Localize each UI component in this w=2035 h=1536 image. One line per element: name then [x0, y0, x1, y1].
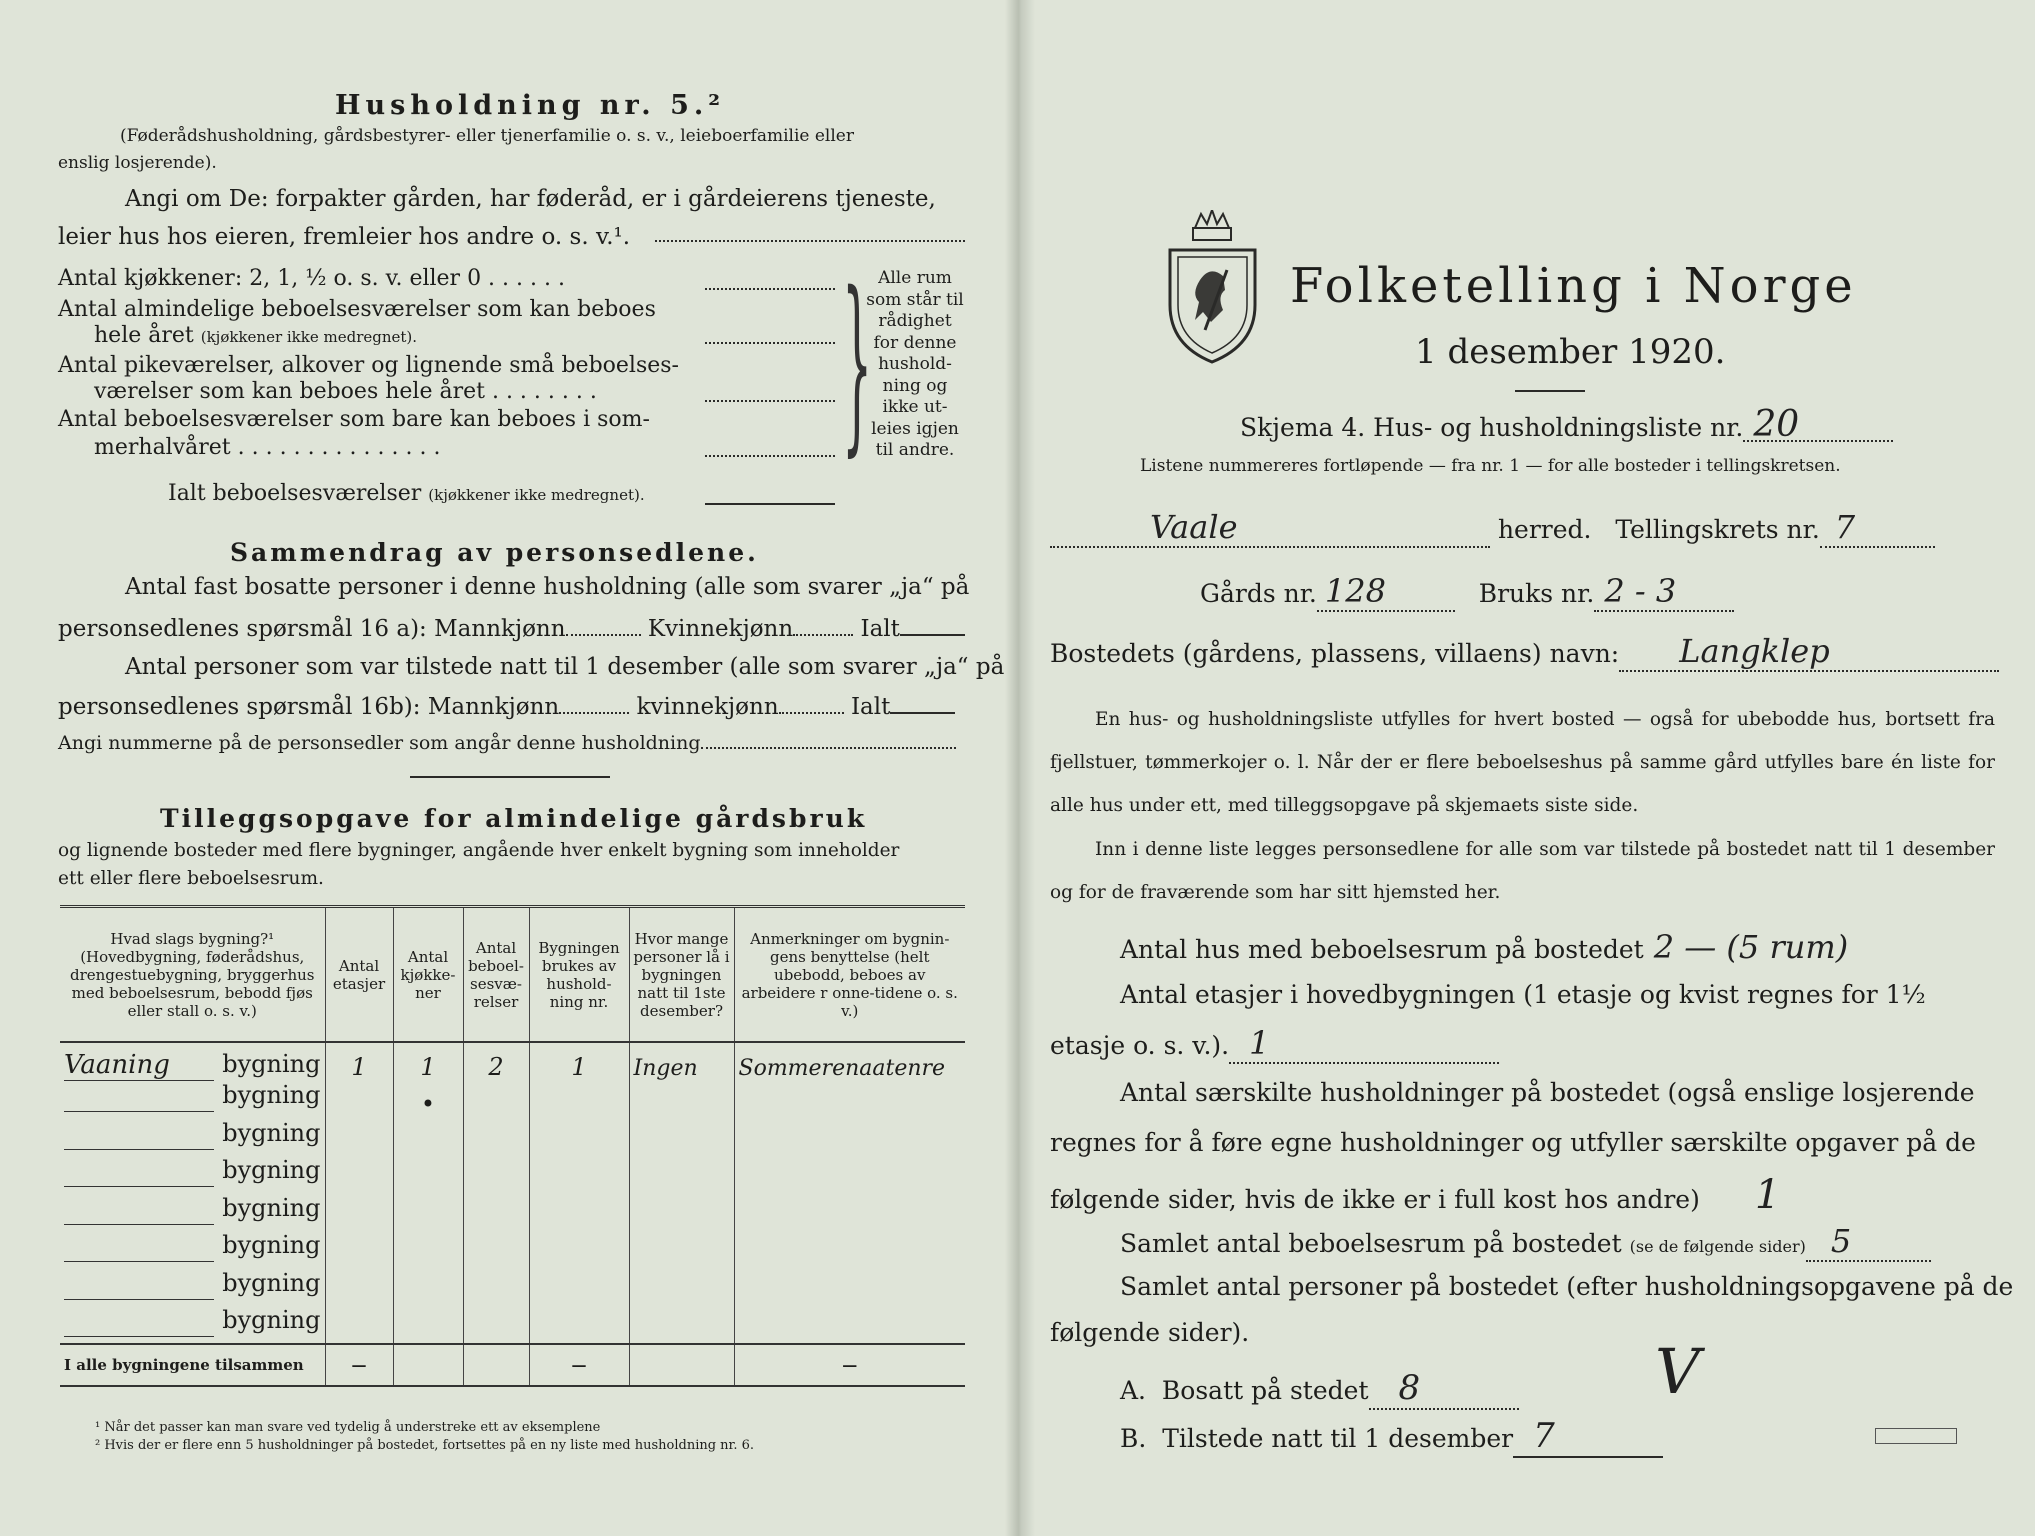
form-title: Folketelling i Norge: [1290, 258, 1857, 314]
cell-hush: 1: [529, 1042, 629, 1081]
rooms-2-fill: [705, 400, 835, 402]
cell-etasjer: [325, 1156, 393, 1194]
table-row: [60, 1193, 965, 1231]
cell-personer: [629, 1231, 734, 1269]
q-hus: Antal hus med beboelsesrum på bostedet 2 — (5 rum): [1120, 928, 1849, 966]
cell-anm: [734, 1081, 965, 1119]
header-floors: Antal etasjer: [325, 907, 393, 1043]
cell-etasjer: [325, 1231, 393, 1269]
sum-3: Angi nummerne på de personsedler som angår denne husholdning: [58, 732, 956, 754]
cell-vaer: [463, 1268, 529, 1306]
angi-fill-line: [655, 240, 965, 242]
curly-brace: }: [842, 252, 873, 473]
building-type-cell: [60, 1156, 325, 1194]
building-type-value: Vaaning: [64, 1050, 214, 1081]
cell-vaer: 2: [463, 1042, 529, 1081]
building-type-value: [64, 1081, 214, 1112]
cell-vaer: [463, 1231, 529, 1269]
building-label: bygning: [222, 1306, 321, 1334]
rooms-3a: Antal beboelsesværelser som bare kan beboes i som-: [58, 407, 650, 432]
total-remarks: —: [734, 1344, 965, 1386]
skjema-line: Skjema 4. Hus- og husholdningsliste nr. 20: [1240, 410, 1893, 442]
cell-anm: [734, 1156, 965, 1194]
cell-hush: [529, 1156, 629, 1194]
header-persons: Hvor mange personer lå i bygningen natt til 1ste desember?: [629, 907, 734, 1043]
building-type-cell: [60, 1118, 325, 1156]
q-pers-b: følgende sider).: [1050, 1318, 1250, 1347]
listene-line: Listene nummereres fortløpende — fra nr. 1 — for alle bosteder i tellingskretsen.: [1140, 456, 1841, 476]
cell-personer: [629, 1306, 734, 1345]
building-label: bygning: [222, 1081, 321, 1109]
building-type-cell: [60, 1081, 325, 1119]
cell-vaer: [463, 1156, 529, 1194]
total-persons: [629, 1344, 734, 1386]
kitchens-line: Antal kjøkkener: 2, 1, ½ o. s. v. eller 0 . . . . . .: [58, 266, 565, 291]
sum-1a: Antal fast bosatte personer i denne husholdning (alle som svarer „ja“ på: [125, 574, 970, 600]
tillegg-title: Tilleggsopgave for almindelige gårdsbruk: [160, 804, 868, 833]
header-household: Bygningen brukes av hushold-ning nr.: [529, 907, 629, 1043]
rooms-1b: hele året (kjøkkener ikke medregnet).: [94, 323, 418, 348]
cell-vaer: [463, 1118, 529, 1156]
page-fold: [1005, 0, 1035, 1536]
table-total-row: [60, 1344, 965, 1386]
printer-stamp: [1875, 1428, 1957, 1444]
table-row: [60, 1306, 965, 1345]
cell-anm: [734, 1306, 965, 1345]
kitchens-fill: [705, 288, 835, 290]
building-label: bygning: [222, 1049, 321, 1078]
rooms-3b: merhalvåret . . . . . . . . . . . . . . .: [94, 435, 441, 460]
building-label: bygning: [222, 1156, 321, 1184]
cell-etasjer: [325, 1268, 393, 1306]
cell-anm: Sommerenaatenre: [734, 1042, 965, 1081]
cell-kjokken: [393, 1268, 463, 1306]
cell-etasjer: [325, 1081, 393, 1119]
cell-etasjer: 1: [325, 1042, 393, 1081]
header-kitchens: Antal kjøkke-ner: [393, 907, 463, 1043]
building-type-cell: [60, 1042, 325, 1081]
cell-personer: [629, 1268, 734, 1306]
q-hush-b: regnes for å føre egne husholdninger og utfyller særskilte opgaver på de: [1050, 1128, 1976, 1157]
cell-anm: [734, 1268, 965, 1306]
q-pers-a: Samlet antal personer på bostedet (efter husholdningsopgavene på de: [1120, 1272, 2014, 1301]
building-type-cell: [60, 1231, 325, 1269]
title-divider: [1515, 390, 1585, 392]
building-label: bygning: [222, 1268, 321, 1297]
cell-anm: [734, 1231, 965, 1269]
rooms-total-fill: [705, 503, 835, 505]
building-type-value: [64, 1231, 214, 1262]
bosted-line: Bostedets (gårdens, plassens, villaens) navn: Langklep: [1050, 632, 1999, 672]
sum-2a: Antal personer som var tilstede natt til 1 desember (alle som svarer „ja“ på: [125, 654, 1005, 680]
cell-hush: [529, 1231, 629, 1269]
instruction-para-1: En hus- og husholdningsliste utfylles for hvert bosted — også for ubebodde hus, bortsett fra fjellstuer, tømmerkojer o. l. Når der er flere beboelseshus på samme gård utfylles bare én liste for alle hus under ett, med tilleggsopgave på skjemaets siste side.: [1050, 709, 1995, 816]
sum-2-line: personsedlenes spørsmål 16b): Mannkjønn kvinnekjønn Ialt: [58, 688, 955, 726]
total-rooms: [463, 1344, 529, 1386]
check-mark: V: [1655, 1335, 1700, 1408]
cell-hush: [529, 1081, 629, 1119]
building-type-value: [64, 1306, 214, 1337]
household-note-1: (Føderådshusholdning, gårdsbestyrer- eller tjenerfamilie o. s. v., leieboerfamilie eller: [120, 126, 854, 146]
buildings-table: [60, 905, 965, 1387]
cell-personer: [629, 1193, 734, 1231]
header-building-type: Hvad slags bygning?¹ (Hovedbygning, føderådshus, drengestuebygning, bryggerhus med beboelsesrum, bebodd fjøs eller stall o. s. v.): [69, 929, 315, 1020]
coat-of-arms-icon: [1165, 210, 1260, 365]
q-a-line: A. Bosatt på stedet 8: [1120, 1368, 1519, 1410]
table-header-row: [60, 907, 965, 1043]
footnote-2: ² Hvis der er flere enn 5 husholdninger på bostedet, fortsettes på en ny liste med husholdning nr. 6.: [95, 1438, 755, 1453]
cell-etasjer: [325, 1118, 393, 1156]
sum-1-line: personsedlenes spørsmål 16 a): Mannkjønn Kvinnekjønn Ialt: [58, 610, 965, 648]
cell-kjokken: 1: [393, 1042, 463, 1081]
cell-personer: [629, 1081, 734, 1119]
q-b-line: B. Tilstede natt til 1 desember 7: [1120, 1416, 1663, 1458]
right-page: [1035, 0, 2035, 1536]
section-divider: [410, 776, 610, 778]
rooms-3-fill: [705, 455, 835, 457]
table-row: [60, 1156, 965, 1194]
household-note-2: enslig losjerende).: [58, 153, 217, 173]
cell-kjokken: [393, 1306, 463, 1345]
building-type-cell: [60, 1268, 325, 1306]
cell-kjokken: •: [393, 1081, 463, 1119]
table-row: [60, 1042, 965, 1081]
cell-etasjer: [325, 1306, 393, 1345]
cell-hush: [529, 1193, 629, 1231]
header-remarks: Anmerkninger om bygnin-gens benyttelse (helt ubebodd, beboes av arbeidere r onne-tidene o. s. v.): [734, 907, 965, 1043]
angi-line-2: leier hus hos eieren, fremleier hos andre o. s. v.¹.: [58, 224, 631, 250]
building-type-cell: [60, 1306, 325, 1345]
tillegg-line-2: ett eller flere beboelsesrum.: [58, 868, 324, 889]
cell-personer: [629, 1156, 734, 1194]
instruction-para-2: Inn i denne liste legges personsedlene for alle som var tilstede på bostedet natt til 1 desember og for de fraværende som har sitt hjemsted her.: [1050, 839, 1995, 903]
tillegg-line-1: og lignende bosteder med flere bygninger, angående hver enkelt bygning som inneholder: [58, 840, 900, 861]
form-date: 1 desember 1920.: [1415, 332, 1726, 372]
summary-title: Sammendrag av personsedlene.: [230, 538, 759, 567]
left-page: [0, 0, 1005, 1536]
rooms-2a: Antal pikeværelser, alkover og lignende små beboelses-: [58, 353, 679, 378]
cell-vaer: [463, 1306, 529, 1345]
q-etasjer-b: etasje o. s. v.). 1: [1050, 1024, 1499, 1064]
cell-personer: [629, 1118, 734, 1156]
q-etasjer-a: Antal etasjer i hovedbygningen (1 etasje og kvist regnes for 1½: [1120, 980, 1926, 1009]
angi-line-1: Angi om De: forpakter gården, har føderåd, er i gårdeierens tjeneste,: [125, 186, 936, 212]
rooms-1a: Antal almindelige beboelsesværelser som kan beboes: [58, 297, 656, 322]
cell-vaer: [463, 1081, 529, 1119]
building-type-value: [64, 1119, 214, 1150]
building-type-value: [64, 1269, 214, 1300]
cell-vaer: [463, 1193, 529, 1231]
building-type-value: [64, 1156, 214, 1187]
table-row: [60, 1268, 965, 1306]
total-kitchens: [393, 1344, 463, 1386]
q-hush-c: følgende sider, hvis de ikke er i full kost hos andre) 1: [1050, 1172, 1781, 1218]
rooms-total: Ialt beboelsesværelser (kjøkkener ikke medregnet).: [168, 481, 645, 506]
rooms-1-fill: [705, 342, 835, 344]
q-rum: Samlet antal beboelsesrum på bostedet (se de følgende sider) 5: [1120, 1222, 1931, 1262]
building-label: bygning: [222, 1118, 321, 1147]
cell-hush: [529, 1306, 629, 1345]
cell-anm: [734, 1193, 965, 1231]
building-type-value: [64, 1194, 214, 1225]
cell-anm: [734, 1118, 965, 1156]
table-row: [60, 1081, 965, 1119]
brace-note: Alle rum som står til rådighet for denne hushold- ning og ikke ut- leies igjen til andre.: [866, 268, 964, 460]
building-type-cell: [60, 1193, 325, 1231]
table-row: [60, 1118, 965, 1156]
table-row: [60, 1231, 965, 1269]
cell-kjokken: [393, 1231, 463, 1269]
header-rooms: Antal beboel-sesvæ-relser: [463, 907, 529, 1043]
herred-line: Vaale herred. Tellingskrets nr. 7: [1050, 508, 1995, 548]
total-label: I alle bygningene tilsammen: [60, 1344, 325, 1386]
cell-etasjer: [325, 1193, 393, 1231]
q-hush-a: Antal særskilte husholdninger på bostedet (også enslige losjerende: [1120, 1078, 1975, 1107]
cell-personer: Ingen: [629, 1042, 734, 1081]
cell-kjokken: [393, 1193, 463, 1231]
cell-hush: [529, 1118, 629, 1156]
total-floors: —: [325, 1344, 393, 1386]
footnote-1: ¹ Når det passer kan man svare ved tydelig å understreke ett av eksemplene: [95, 1420, 601, 1435]
rooms-2b: værelser som kan beboes hele året . . . . . . . .: [94, 379, 597, 404]
building-label: bygning: [222, 1231, 321, 1259]
household-title: Husholdning nr. 5.²: [335, 90, 726, 121]
gards-line: Gårds nr. 128 Bruks nr. 2 - 3: [1200, 572, 1734, 612]
total-household: —: [529, 1344, 629, 1386]
building-label: bygning: [222, 1193, 321, 1222]
cell-hush: [529, 1268, 629, 1306]
cell-kjokken: [393, 1118, 463, 1156]
cell-kjokken: [393, 1156, 463, 1194]
